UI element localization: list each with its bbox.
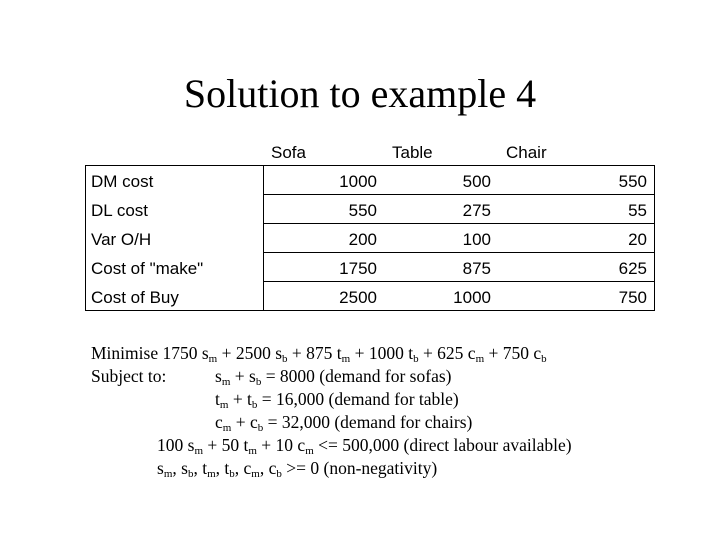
cell-dm-cost-sofa: 1000 [339, 172, 377, 191]
cell-dl-cost-table: 275 [462, 201, 491, 220]
column-header-sofa: Sofa [271, 143, 306, 162]
row-label-var-oh: Var O/H [91, 230, 152, 249]
constraint-line [91, 457, 547, 480]
cell-var-oh-sofa: 200 [348, 230, 377, 249]
lp-model [91, 342, 572, 480]
cell-cost-of-buy-sofa: 2500 [339, 288, 377, 307]
column-header-table: Table [392, 143, 433, 162]
cell-cost-of-buy-table: 1000 [453, 288, 491, 307]
column-divider [263, 165, 264, 311]
cell-var-oh-chair: 20 [628, 230, 647, 249]
objective-line [91, 342, 547, 365]
cell-cost-of-buy-chair: 750 [618, 288, 647, 307]
cell-dl-cost-sofa: 550 [348, 201, 377, 220]
objective-function: Minimise 1750 $s_m + 2500$ $s_b + 875$ $t_m + 1000$ $t_b + 625$ $c_m + 750$ $c_b$ [91, 343, 547, 365]
cell-cost-of-make-chair: 625 [618, 259, 647, 278]
table-border-left [85, 165, 86, 311]
row-label-dl-cost: DL cost [91, 201, 149, 220]
cell-cost-of-make-sofa: 1750 [339, 259, 377, 278]
table-border-top [85, 165, 655, 166]
table-border-right [654, 165, 655, 311]
constraint-line [91, 411, 547, 434]
constraint-non-negativity: $s_m$, $s_b$, $t_m$, $t_b$, $c_m$, $c_b >= 0$ (non-negativity) [157, 458, 438, 480]
cell-dl-cost-chair: 55 [628, 201, 647, 220]
row-label-cost-of-buy: Cost of Buy [91, 288, 179, 307]
cell-dm-cost-chair: 550 [618, 172, 647, 191]
cell-dm-cost-table: 500 [462, 172, 491, 191]
constraint-line [91, 434, 572, 457]
cell-cost-of-make-table: 875 [462, 259, 491, 278]
constraint-direct-labour: 100 $s_m + 50$ $t_m + 10$ $c_m <= 500,000$ (direct labour available) [157, 435, 572, 457]
row-label-dm-cost: DM cost [91, 172, 154, 191]
constraint-chair-demand: $c_m + c_b = 32,000$ (demand for chairs) [215, 412, 473, 434]
page-title: Solution to example 4 [183, 71, 537, 116]
constraint-table-demand: $t_m + t_b = 16,000$ (demand for table) [215, 389, 459, 411]
row-label-cost-of-make: Cost of "make" [91, 259, 204, 278]
column-header-chair: Chair [506, 143, 547, 162]
constraint-sofa-demand: $s_m + s_b = 8000$ (demand for sofas) [215, 366, 452, 388]
cost-table [85, 165, 655, 311]
constraint-line [91, 365, 547, 388]
subject-to-label: Subject to: [91, 366, 167, 386]
constraint-line [91, 388, 547, 411]
cell-var-oh-table: 100 [462, 230, 491, 249]
